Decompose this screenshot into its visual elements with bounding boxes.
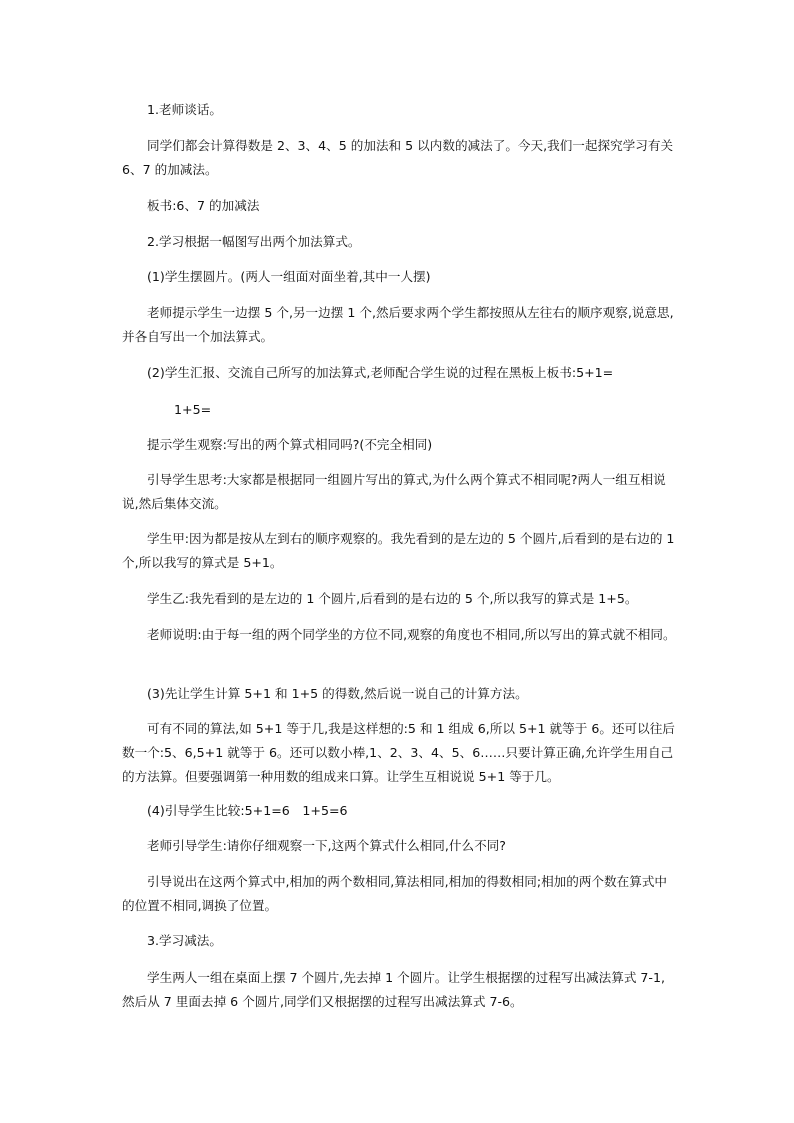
paragraph-20: 学生两人一组在桌面上摆 7 个圆片,先去掉 1 个圆片。让学生根据摆的过程写出减法算式 7-1,然后从 7 里面去掉 6 个圆片,同学们又根据摆的过程写出减法算式 7-6。 xyxy=(122,970,665,1009)
paragraph-18: 引导说出在这两个算式中,相加的两个数相同,算法相同,相加的得数相同;相加的两个数在算式中的位置不相同,调换了位置。 xyxy=(122,874,668,913)
paragraph-4: 2.学习根据一幅图写出两个加法算式。 xyxy=(147,234,361,249)
paragraph-8: 1+5= xyxy=(174,402,212,417)
paragraph-10: 引导学生思考:大家都是根据同一组圆片写出的算式,为什么两个算式不相同呢?两人一组互相说说,然后集体交流。 xyxy=(122,472,666,511)
paragraph-11: 学生甲:因为都是按从左到右的顺序观察的。我先看到的是左边的 5 个圆片,后看到的是右边的 1 个,所以我写的算式是 5+1。 xyxy=(122,531,675,570)
paragraph-12: 学生乙:我先看到的是左边的 1 个圆片,后看到的是右边的 5 个,所以我写的算式是 1+5。 xyxy=(147,591,638,606)
paragraph-2: 同学们都会计算得数是 2、3、4、5 的加法和 5 以内数的减法了。今天,我们一起探究学习有关 6、7 的加减法。 xyxy=(122,138,674,177)
paragraph-17: 老师引导学生:请你仔细观察一下,这两个算式什么相同,什么不同? xyxy=(147,838,506,853)
paragraph-3: 板书:6、7 的加减法 xyxy=(147,198,260,213)
paragraph-13: 老师说明:由于每一组的两个同学坐的方位不同,观察的角度也不相同,所以写出的算式就不相同。 xyxy=(147,627,676,642)
paragraph-15: 可有不同的算法,如 5+1 等于几,我是这样想的:5 和 1 组成 6,所以 5+1 就等于 6。还可以往后数一个:5、6,5+1 就等于 6。还可以数小棒,1、2、3、4、5、6……只要计算正确,允许学生用自己的方法算。但要强调第一种用数的组成来口算。让学生互相说说 5+1 等于几。 xyxy=(122,721,675,784)
paragraph-14: (3)先让学生计算 5+1 和 1+5 的得数,然后说一说自己的计算方法。 xyxy=(147,686,528,701)
paragraph-5: (1)学生摆圆片。(两人一组面对面坐着,其中一人摆) xyxy=(147,269,431,284)
paragraph-9: 提示学生观察:写出的两个算式相同吗?(不完全相同) xyxy=(147,437,433,452)
paragraph-19: 3.学习减法。 xyxy=(147,933,222,948)
paragraph-7: (2)学生汇报、交流自己所写的加法算式,老师配合学生说的过程在黑板上板书:5+1= xyxy=(147,365,614,380)
paragraph-6: 老师提示学生一边摆 5 个,另一边摆 1 个,然后要求两个学生都按照从左往右的顺序观察,说意思,并各自写出一个加法算式。 xyxy=(122,305,674,344)
paragraph-1: 1.老师谈话。 xyxy=(147,102,222,117)
paragraph-16: (4)引导学生比较:5+1=6 1+5=6 xyxy=(147,803,348,818)
